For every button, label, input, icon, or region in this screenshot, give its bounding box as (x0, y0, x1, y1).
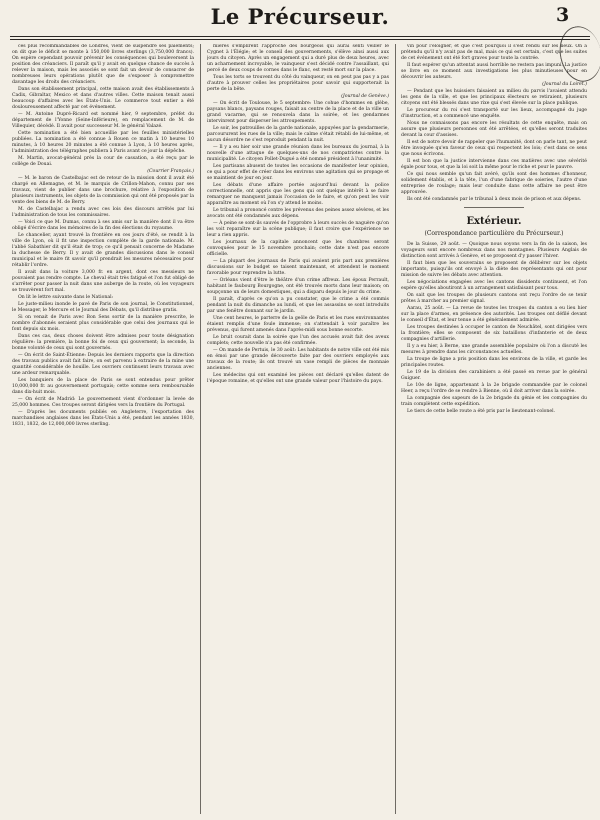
paragraph: On sait que les troupes de plusieurs cantons ont reçu l'ordre de se tenir prêtes à marcher au premier signal. (401, 293, 587, 304)
column-separator (395, 44, 396, 814)
page-number: 3 (556, 4, 570, 26)
newspaper-title: Le Précurseur. (210, 4, 390, 29)
paragraph: Le juste-milieu inonde le pavé de Paris de son journal, le Constitutionnel, le Messager, le Mercure et le Journal des Débats, qu'il distribue gratis. (12, 302, 194, 313)
paragraph: Il est de notre devoir de rappeler que l'humanité, dont on parle tant, ne peut être invoquée qu'en faveur de ceux qui respectent les lois; c'est dans ce sens que nous écrivons. (401, 140, 587, 157)
paragraph: — On écrit de Toulouse, le 5 septembre: Une cohue d'hommes en glèbe, paysans blancs, paysans rouges, faisait au centre de la place et de la ville un grand vacarme, qui se renouvela dans la soirée, et les gendarmes intervinrent pour disperser les attroupements. (207, 101, 389, 124)
paragraph: Le tribunal a prononcé contre les prévenus des peines assez sévères, et les avocats ont été condamnés aux dépens. (207, 208, 389, 219)
paragraph: Les journaux de la capitale annoncent que les chambres seront convoquées pour le 15 novembre prochain; cette date n'est pas encore officielle. (207, 240, 389, 257)
paragraph: Cette nomination a été bien accueillie par les feuilles ministérielles publiées. La nomination a été connue à Rouen ce matin à 10 heures 10 minutes, à 10 heures 20 minutes a été connue à Lyon, à 10 heures après, l'administration des télégraphes publiera à Paris avant ce jour la dépêche. (12, 131, 194, 154)
paragraph: — Orléans vient d'être le théâtre d'un crime affreux. Les époux Perrault, habitant le faubourg Bourgogne, ont été trouvés morts dans leur maison; on soupçonne un de leurs domestiques, qui a disparu depuis le jour du crime. (207, 278, 389, 295)
paragraph: Le bruit courait dans la soirée que l'un des accusés avait fait des aveux complets; cette nouvelle n'a pas été confirmée. (207, 335, 389, 346)
paragraph: — M. le baron de Castelbajac est de retour de la mission dont il avait été chargé en Allemagne, et M. le marquis de Crillon-Mahon, connu par ses travaux, vient de publier dans une brochure, relative à l'exposition de plusieurs instruments, les objets de la commission qui ont été proposés par la vente des biens de M. de Berry. (12, 176, 194, 205)
paragraph: — D'après les documents publiés en Angleterre, l'exportation des marchandises anglaises dans les États-Unis a été, pendant les années 1830, 1831, 1832, de 12,000,000 livres sterling. (12, 410, 194, 427)
column-3 (401, 44, 587, 814)
paragraph: — Il y a eu hier soir une grande réunion dans les bureaux du journal, à la nouvelle d'une attaque de quelques-uns de nos compatriotes contre la municipalité. Le citoyen Pollet-Dugué a été nommé président à l'unanimité. (207, 145, 389, 162)
paragraph: Il faut espérer qu'un attentat aussi horrible ne restera pas impuni. La justice se livre en ce moment aux investigations les plus minutieuses pour en découvrir les auteurs. (401, 63, 587, 80)
paragraph: Les banquiers de la place de Paris se sont entendus pour prêter 10,000,000 fr. au gouvernement portugais; cette somme sera remboursable dans dix-huit mois. (12, 378, 194, 395)
paragraph: Les débats d'une affaire portée aujourd'hui devant la police correctionnelle, ont appris que les gens qui ont quelque intérêt à se faire remarquer ne manquent jamais l'occasion de le faire, et qu'on peut les voir apparaître au moment où l'on s'y attend le moins. (207, 183, 389, 206)
column-separator (200, 44, 201, 814)
paragraph: Le procureur du roi s'est transporté sur les lieux, accompagné du juge d'instruction, et a commencé une enquête. (401, 108, 587, 119)
column-1 (12, 44, 194, 814)
paragraph: La troupe de ligne a pris position dans les environs de la ville, et garde les principales routes. (401, 357, 587, 368)
paragraph: Le tiers de cette belle route a été pris par le lieutenant-colonel. (407, 409, 556, 414)
section-divider (464, 207, 524, 208)
paragraph: Dans ces cas, deux choses doivent être admises pour toute désignation régulière: la première, la bonne foi de ceux qui gouvernent; la seconde, la bonne volonté de ceux qui sont gouvernés. (12, 334, 194, 351)
paragraph: La compagnie des sapeurs de la 2e brigade du génie et les compagnies du train complètent cette expédition. (401, 396, 587, 407)
paragraph: — La plupart des journaux de Paris qui avaient pris part aux premières discussions sur le budget se taisent maintenant, et attendent le moment favorable pour reprendre la lutte. (207, 259, 389, 276)
paragraph: — M. Antoine Dupré-Ricard est nommé hier, 9 septembre, préfet du département de l'Yonne (Seine-Inférieure), en remplacement de M. de Villequier, décédé. Il avait pour successeur M. le général Valazé. (12, 112, 194, 129)
paragraph: — Pendant que les huissiers faisaient au milieu du parvis l'avaient attendu les gens de la ville, et que les principaux électeurs se retiraient, plusieurs citoyens ont été blessés dans une rixe qui s'est élevée sur la place publique. (401, 89, 587, 106)
section-subheading: (Correspondance particulière du Précurseur.) (424, 230, 564, 237)
paragraph: — Voici ce que M. Dumas, connu à ses amis sur la manière dont il va être obligé d'écrire dans les mémoires de la fin des élections du royaume. (12, 220, 194, 231)
paragraph: Ce qui nous semble qu'un fait avéré, qu'ils sont des hommes d'honneur, solidement établis, et à la tête, l'un d'une fabrique de soieries, l'autre d'une entreprise de roulage; mais leur conduite dans cette affaire ne peut être approuvée. (401, 172, 587, 195)
header-rule (10, 36, 590, 37)
paragraph: Le 10e de ligne, appartenant à la 2e brigade commandée par le colonel Heer, a reçu l'ordre de se rendre à Bienne, où il doit arriver dans la soirée. (401, 383, 587, 394)
masthead-bar (0, 0, 600, 36)
paragraph: Ils ont été condamnés par le tribunal à deux mois de prison et aux dépens. (407, 197, 582, 202)
paragraph: Les médecins qui ont examiné les pièces ont déclaré qu'elles datent de l'époque romaine, et qu'elles ont une grande valeur pour l'histoire du pays. (207, 373, 389, 384)
paragraph: De la Suisse, 29 août. — Quoique nous soyons vers la fin de la saison, les voyageurs sont encore nombreux dans nos montagnes. Plusieurs Anglais de distinction sont arrivés à Genève, et se proposent d'y passer l'hiver. (401, 242, 587, 259)
paragraph: Le soir, les patrouilles de la garde nationale, appuyées par la gendarmerie, parcoururent les rues de la ville; mais le calme s'était rétabli de lui-même, et aucun désordre ne s'est reproduit pendant la nuit. (207, 126, 389, 143)
source-credit: (Journal du Loiret.) (542, 82, 587, 87)
header-rule-thin (10, 39, 590, 40)
paragraph: — On écrit de Madrid: Le gouvernement vient d'ordonner la levée de 25,000 hommes. Ces troupes seront dirigées vers la frontière du Portugal. (12, 397, 194, 408)
paragraph: Dans son établissement principal, cette maison avait des établissements à Cadix, Gibraltar, Mexico et dans d'autres villes. Cette maison tenait aussi beaucoup d'affaires avec les États-Unis. Le commerce tout entier a été douloureusement affecté par cet événement. (12, 87, 194, 110)
source-credit: (Courrier Français.) (147, 169, 194, 174)
paragraph: Il y a eu hier, à Berne, une grande assemblée populaire où l'on a discuté les mesures à prendre dans les circonstances actuelles. (401, 344, 587, 355)
paragraph: Tous les torts se trouvent du côté du vainqueur, on en peut pas pas y a pas d'autre à prouver celles les propriétaires pour savoir qui supporterait la perte de la bête. (207, 75, 389, 92)
paragraph: Il paraît, d'après ce qu'on a pu constater, que le crime a été commis pendant la nuit du dimanche au lundi, et que les assassins se sont introduits par une fenêtre donnant sur le jardin. (207, 297, 389, 314)
paragraph: Aarau, 25 août. — La revue de toutes les troupes du canton a eu lieu hier sur la place d'armes, en présence des autorités. Les troupes ont défilé devant le conseil d'État, et leur tenue a été généralement admirée. (401, 306, 587, 323)
paragraph: Il est bon que la justice intervienne dans ces matières avec une sévérité égale pour tous, et que la loi soit la même pour le riche et pour le pauvre. (401, 159, 587, 170)
paragraph: mières s'emplirent l'approche des bourgeois qui aurai senti veiller le Cygnet à l'Élégie; et le conseil des gouvernements, s'élève ainsi aussi aux jours du citoyen. Après un engagement qui a duré plus de deux heures, avec un acharnement incroyable, le vainqueur s'est décidé contre l'assaillant, qui percé de deux coups de cornes dans le flanc, est resté mort sur la place. (207, 44, 389, 73)
paragraph: vin pour l'éloigner, et que c'est pourquoi il s'est rendu sur les lieux. On a prétendu qu'il n'y avait pas de mal, mais ce qui est certain, c'est que les suites de cet événement ont été fort graves pour toute la contrée. (401, 44, 587, 61)
paragraph: Il avait dans la voiture 3,000 fr. en argent, dont ces messieurs ne pouvaient pas rendre compte. Le cheval était très fatigué et l'on fut obligé de s'arrêter pour passer la nuit dans une auberge de la route, où les voyageurs se trouvèrent fort mal. (12, 270, 194, 293)
paragraph: Le chancelier, ayant trouvé la frontière en ces jours d'été, se rendit à la ville de Lyon, où il fit une inspection complète de la garde nationale. M. l'abbé Sabathier dit qu'il était de trop; ce qu'il pensait concerne de Madame la duchesse de Berry. Il y avait de grandes discussions dans le conseil municipal et le maire fit savoir qu'il prendrait les mesures nécessaires pour rétablir l'ordre. (12, 233, 194, 268)
paragraph: Une cent heures, le parterre de la geôle de Paris et les rues environnantes étaient remplis d'une foule immense; on s'attendait à voir paraître les prévenus, qui furent amenés dans l'après-midi sous bonne escorte. (207, 316, 389, 333)
paragraph: ces plus recommandables de Londres, vient de suspendre ses paiements; on dit que le déficit se monte à 150,000 livres sterlings (3,750,000 francs). On espère cependant pouvoir prévenir les conséquences qui bouleversent la position des créanciers. Il paraît qu'il y avait en quelque chance de succès à relever la maison, mais les associés se sont fait un devoir de consacrer de nombreuses leurs opérations plutôt que de s'exposer à compromettre davantage les droits des créanciers. (12, 44, 194, 85)
paragraph: — À peine se sont-ils sauvés de l'opprobre à leurs succès de naguère qu'on les voit reparaître sur la scène publique; il faut croire que l'expérience ne leur a rien appris. (207, 221, 389, 238)
paragraph: M. de Castelbajac a rendu avec ces lois des discours arrêtés par lui l'administration de tous les commissaires. (12, 207, 194, 218)
paragraph: Il faut bien que les souverains se proposent de délibérer sur les objets importants, puisqu'ils ont envoyé à la diète des représentants qui ont pour mission de suivre les débats avec attention. (401, 261, 587, 278)
paragraph: Les troupes destinées à occuper le canton de Neuchâtel, sont dirigées vers la frontière; elles se composent de six bataillons d'infanterie et de deux compagnies d'artillerie. (401, 325, 587, 342)
paragraph: M. Martin, avocat-général près la cour de cassation, a été reçu par le collège de Douai. (12, 156, 194, 167)
paragraph: Si on venait de Paris avec Bon Sens sortir de la manière prescrite, le nombre d'abonnés seraient plus considérable que celui des journaux qui le font depuis six mois. (12, 315, 194, 332)
paragraph: Le 19 de la division des carabiniers a été passé en revue par le général Guiguer. (401, 370, 587, 381)
paragraph: Nous ne connaissons pas encore les résultats de cette enquête, mais on assure que plusieurs personnes ont été arrêtées, et qu'elles seront traduites devant la cour d'assises. (401, 121, 587, 138)
paragraph: Les négociations engagées avec les cantons dissidents continuent, et l'on espère qu'elles aboutiront à un arrangement satisfaisant pour tous. (401, 280, 587, 291)
paragraph: — On écrit de Saint-Étienne: Depuis les derniers rapports que la direction des travaux publics avait fait faire, on est parvenu à extraire de la mine une quantité considérable de houille. Les ouvriers continuent leurs travaux avec une ardeur remarquable. (12, 353, 194, 376)
paragraph: On lit le lettre suivante dans le National: (18, 295, 114, 300)
column-2 (207, 44, 389, 814)
paragraph: — On mande de Pertuis, le 30 août: Les habitants de notre ville ont été mis en émoi par une grande découverte faite par des ouvriers employés aux travaux de la route; ils ont trouvé un vase rempli de pièces de monnaie anciennes. (207, 348, 389, 371)
source-credit: (Journal de Genève.) (341, 94, 389, 99)
paragraph: Les partisans abusent de toutes les occasions de manifester leur opinion, ce qui a pour effet de créer dans les environs une agitation qui se propage et se maintient de jour en jour. (207, 164, 389, 181)
section-heading-exterieur: Extérieur. (466, 216, 522, 227)
